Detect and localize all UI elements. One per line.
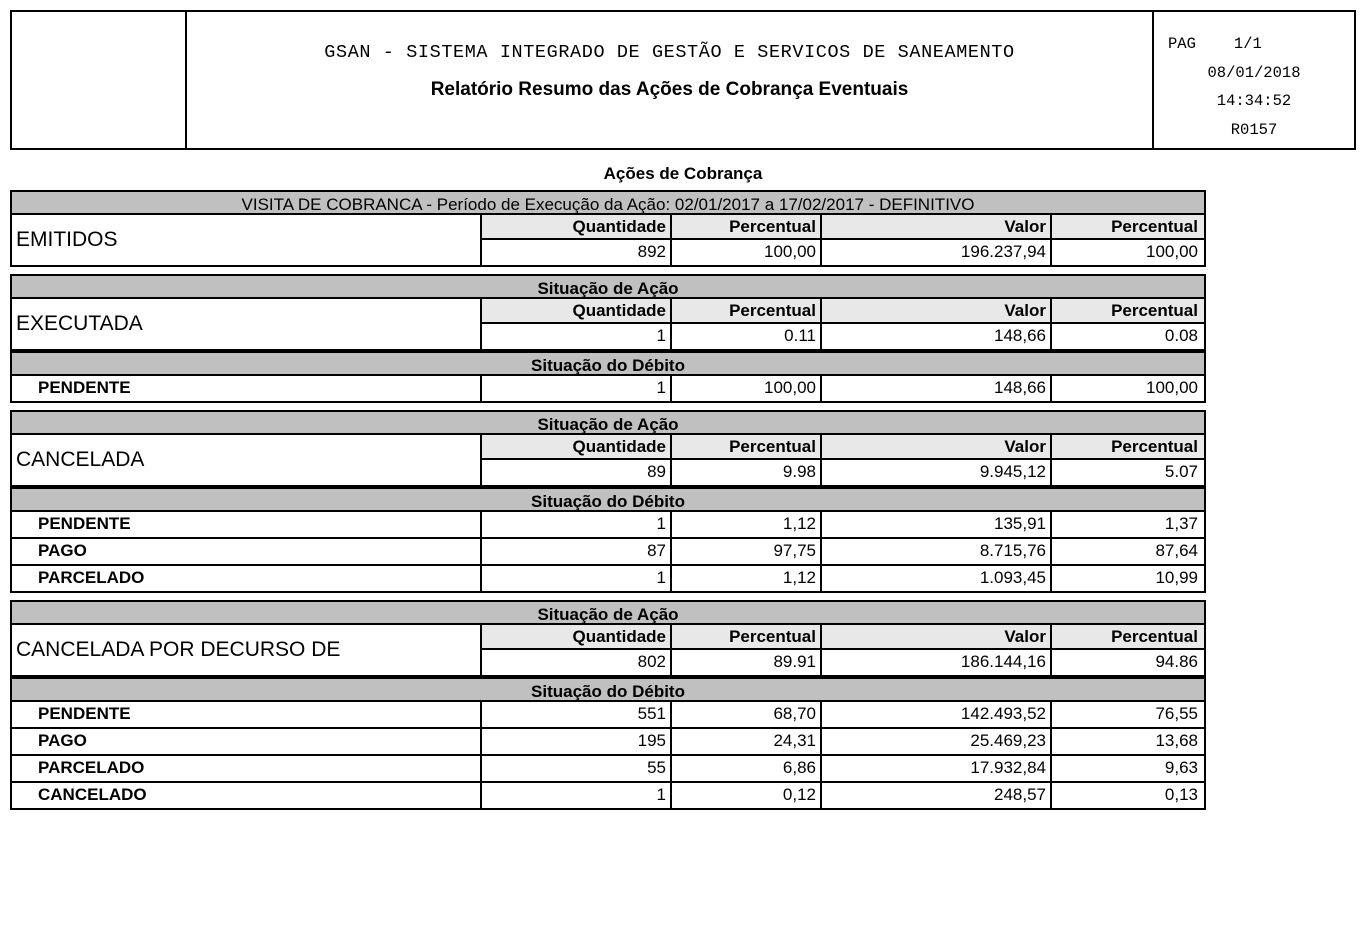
cell-valor: 17.932,84 (822, 756, 1052, 781)
detail-label: PARCELADO (12, 756, 482, 781)
cell-percentual-qtd: 6,86 (672, 756, 822, 781)
cell-percentual-valor: 9,63 (1164, 758, 1198, 777)
cell-valor: 9.945,12 (822, 460, 1052, 485)
cell-percentual-qtd: 0.11 (672, 324, 822, 349)
cell-valor: 248,57 (822, 783, 1052, 808)
report-page (0, 10, 1366, 936)
band-situacao-debito-1: Situação do Débito (10, 351, 1206, 376)
table-row (10, 512, 1206, 539)
group-label: EXECUTADA (12, 299, 482, 349)
report-header (10, 10, 1356, 150)
cell-valor: 135,91 (822, 512, 1052, 537)
cell-quantidade: 1 (482, 512, 672, 537)
col-quantidade: Quantidade (482, 215, 672, 238)
cell-percentual-qtd: 89.91 (672, 650, 822, 675)
cell-percentual-valor: 13,68 (1155, 731, 1198, 750)
col-valor: Valor (822, 435, 1052, 458)
table-row (10, 566, 1206, 593)
table-row (10, 729, 1206, 756)
table-row (10, 783, 1206, 810)
col-quantidade: Quantidade (482, 435, 672, 458)
group-cancelada-decurso (10, 625, 1206, 677)
cell-quantidade: 892 (482, 240, 672, 265)
band-situacao-debito-3: Situação do Débito (10, 677, 1206, 702)
cell-percentual-qtd: 1,12 (672, 512, 822, 537)
detail-label: PARCELADO (12, 566, 482, 591)
cell-percentual-valor: 76,55 (1155, 704, 1198, 723)
cell-valor: 1.093,45 (822, 566, 1052, 591)
cell-percentual-qtd: 1,12 (672, 566, 822, 591)
report-code: R0157 (1230, 121, 1278, 140)
cell-valor: 186.144,16 (822, 650, 1052, 675)
cell-quantidade: 55 (482, 756, 672, 781)
cell-percentual-valor: 1,37 (1164, 514, 1198, 533)
header-meta-area (1154, 12, 1354, 148)
col-quantidade: Quantidade (482, 625, 672, 648)
table-row (482, 650, 1204, 675)
cell-valor: 142.493,52 (822, 702, 1052, 727)
cell-percentual-qtd: 68,70 (672, 702, 822, 727)
table-row (10, 702, 1206, 729)
cell-percentual-valor: 100,00 (1146, 378, 1198, 397)
cell-quantidade: 89 (482, 460, 672, 485)
cell-percentual-valor: 94.86 (1155, 652, 1198, 671)
cell-percentual-valor: 0.08 (1164, 326, 1198, 345)
detail-label: PENDENTE (12, 702, 482, 727)
table-row (482, 324, 1204, 349)
cell-percentual-valor: 5.07 (1164, 462, 1198, 481)
detail-label: CANCELADO (12, 783, 482, 808)
col-valor: Valor (822, 215, 1052, 238)
cell-quantidade: 551 (482, 702, 672, 727)
report-date: 08/01/2018 (1207, 63, 1301, 82)
group-label: CANCELADA POR DECURSO DE (12, 625, 482, 675)
cell-quantidade: 87 (482, 539, 672, 564)
band-situacao-debito-2: Situação do Débito (10, 487, 1206, 512)
cell-percentual-valor: 0,13 (1164, 785, 1198, 804)
report-body (10, 190, 1206, 810)
group-emitidos (10, 215, 1206, 267)
band-situacao-acao-2: Situação de Ação (10, 410, 1206, 435)
cell-percentual-qtd: 0,12 (672, 783, 822, 808)
col-percentual-qtd: Percentual (672, 435, 822, 458)
cell-percentual-qtd: 100,00 (672, 376, 822, 401)
column-headers (482, 435, 1204, 460)
filter-band: VISITA DE COBRANCA - Período de Execução da Ação: 02/01/2017 a 17/02/2017 - DEFINITIVO (10, 190, 1206, 215)
band-situacao-acao-1: Situação de Ação (10, 274, 1206, 299)
col-quantidade: Quantidade (482, 299, 672, 322)
col-valor: Valor (822, 625, 1052, 648)
col-percentual-valor: Percentual (1111, 301, 1198, 320)
cell-percentual-qtd: 9.98 (672, 460, 822, 485)
page-title: Relatório Resumo das Ações de Cobrança Eventuais (430, 78, 909, 100)
cell-percentual-valor: 87,64 (1155, 541, 1198, 560)
pag-value: 1/1 (1233, 35, 1262, 53)
table-row (10, 756, 1206, 783)
detail-label: PENDENTE (12, 512, 482, 537)
column-headers (482, 215, 1204, 240)
page-number-line (1164, 30, 1344, 59)
cell-percentual-valor: 10,99 (1155, 568, 1198, 587)
cell-valor: 8.715,76 (822, 539, 1052, 564)
cell-quantidade: 1 (482, 376, 672, 401)
cell-valor: 25.469,23 (822, 729, 1052, 754)
header-title-area (187, 12, 1154, 148)
system-name: GSAN - SISTEMA INTEGRADO DE GESTÃO E SERVICOS DE SANEAMENTO (324, 41, 1015, 63)
table-row (482, 240, 1204, 265)
cell-percentual-qtd: 24,31 (672, 729, 822, 754)
section-title: Ações de Cobrança (603, 164, 763, 183)
detail-label: PAGO (12, 729, 482, 754)
band-situacao-acao-3: Situação de Ação (10, 600, 1206, 625)
col-percentual-valor: Percentual (1111, 627, 1198, 646)
cell-percentual-qtd: 100,00 (672, 240, 822, 265)
col-percentual-qtd: Percentual (672, 299, 822, 322)
cell-percentual-qtd: 97,75 (672, 539, 822, 564)
detail-label: PAGO (12, 539, 482, 564)
col-percentual-qtd: Percentual (672, 215, 822, 238)
cell-quantidade: 1 (482, 566, 672, 591)
col-valor: Valor (822, 299, 1052, 322)
col-percentual-valor: Percentual (1111, 437, 1198, 456)
cell-valor: 196.237,94 (822, 240, 1052, 265)
group-label: EMITIDOS (12, 215, 482, 265)
group-label: CANCELADA (12, 435, 482, 485)
detail-label: PENDENTE (12, 376, 482, 401)
header-logo-area (12, 12, 187, 148)
group-cancelada (10, 435, 1206, 487)
column-headers (482, 299, 1204, 324)
cell-quantidade: 195 (482, 729, 672, 754)
cell-valor: 148,66 (822, 376, 1052, 401)
pag-label: PAG (1168, 35, 1196, 53)
cell-quantidade: 1 (482, 783, 672, 808)
group-executada (10, 299, 1206, 351)
table-row (10, 376, 1206, 403)
col-percentual-valor: Percentual (1111, 217, 1198, 236)
cell-quantidade: 802 (482, 650, 672, 675)
cell-valor: 148,66 (822, 324, 1052, 349)
col-percentual-qtd: Percentual (672, 625, 822, 648)
column-headers (482, 625, 1204, 650)
report-time: 14:34:52 (1216, 92, 1292, 111)
table-row (482, 460, 1204, 485)
cell-percentual-valor: 100,00 (1146, 242, 1198, 261)
table-row (10, 539, 1206, 566)
cell-quantidade: 1 (482, 324, 672, 349)
